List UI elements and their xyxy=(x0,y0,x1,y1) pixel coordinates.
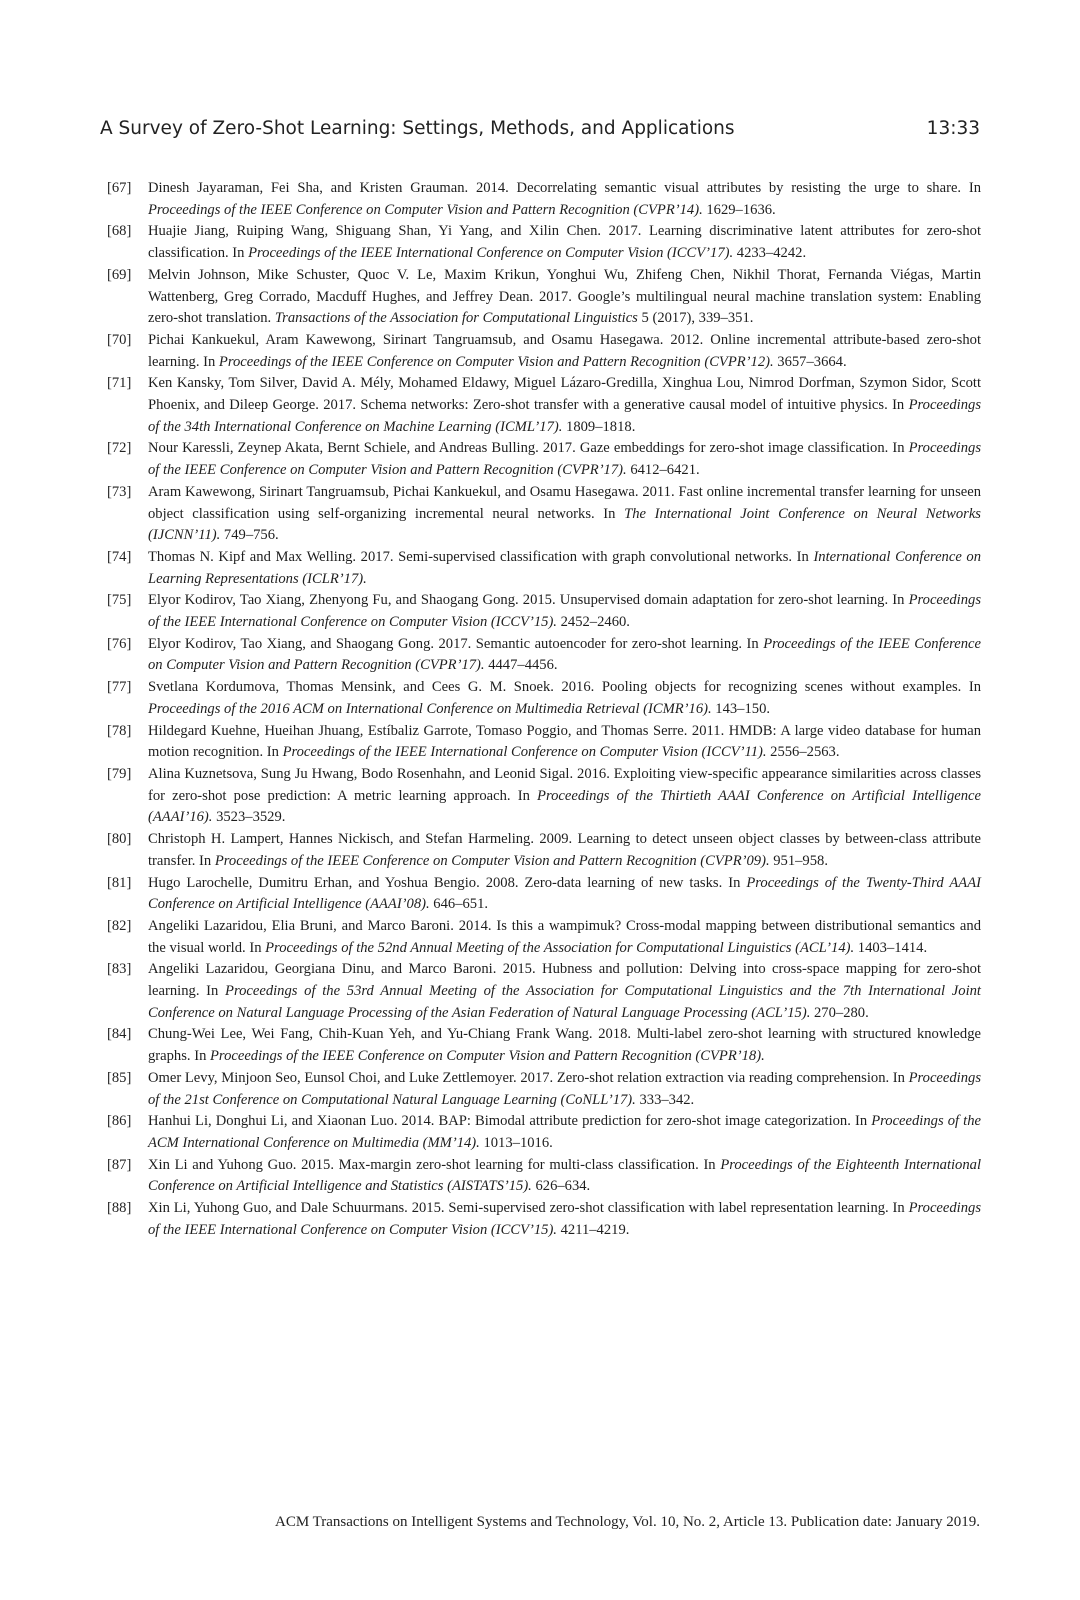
reference-item xyxy=(107,634,981,677)
reference-number: [87] xyxy=(107,1156,132,1173)
reference-authors-title: Aram Kawewong, Sirinart Tangruamsub, Pichai Kankuekul, and Osamu Hasegawa. 2011. Fast online incremental transfer learning for unseen object classification using self-organizing incremental neural networks. In xyxy=(148,483,981,522)
reference-number: [79] xyxy=(107,765,132,782)
reference-text xyxy=(148,677,981,720)
reference-pages: 6412–6421. xyxy=(626,462,700,479)
reference-venue: Proceedings of the IEEE International Conference on Computer Vision (ICCV’17). xyxy=(248,245,734,262)
reference-number: [72] xyxy=(107,440,132,457)
reference-venue: International Conference on Learning Representations (ICLR’17). xyxy=(148,548,982,587)
reference-pages: 3657–3664. xyxy=(773,353,847,370)
reference-pages: 4447–4456. xyxy=(484,657,558,674)
reference-text xyxy=(148,634,981,677)
reference-pages: 1403–1414. xyxy=(854,939,928,956)
reference-number: [78] xyxy=(107,722,132,739)
reference-text xyxy=(148,1068,981,1111)
reference-number: [77] xyxy=(107,679,132,696)
reference-number: [70] xyxy=(107,331,132,348)
reference-pages: 5 (2017), 339–351. xyxy=(637,310,754,327)
reference-pages: 270–280. xyxy=(810,1004,869,1021)
reference-pages: 646–651. xyxy=(429,896,489,913)
reference-number: [85] xyxy=(107,1069,132,1086)
reference-item xyxy=(107,178,981,221)
reference-authors-title: Hugo Larochelle, Dumitru Erhan, and Yoshua Bengio. 2008. Zero-data learning of new tasks. In xyxy=(148,874,747,891)
reference-venue: Proceedings of the IEEE International Conference on Computer Vision (ICCV’15). xyxy=(148,592,981,631)
reference-number: [76] xyxy=(107,635,132,652)
reference-item xyxy=(107,330,981,373)
reference-item xyxy=(107,1024,981,1067)
reference-venue: Proceedings of the IEEE Conference on Computer Vision and Pattern Recognition (CVPR’14). xyxy=(148,201,703,218)
reference-venue: Proceedings of the ACM International Conference on Multimedia (MM’14). xyxy=(148,1113,981,1151)
reference-number: [83] xyxy=(107,961,132,978)
reference-authors-title: Alina Kuznetsova, Sung Ju Hwang, Bodo Rosenhahn, and Leonid Sigal. 2016. Exploiting view-specific appearance similarities across classes for zero-shot pose prediction: A metric learning approach. In xyxy=(148,765,981,804)
reference-pages: 1629–1636. xyxy=(702,201,776,218)
reference-authors-title: Christoph H. Lampert, Hannes Nickisch, and Stefan Harmeling. 2009. Learning to detect unseen object classes by between-class attribute transfer. In xyxy=(148,831,981,869)
reference-authors-title: Svetlana Kordumova, Thomas Mensink, and Cees G. M. Snoek. 2016. Pooling objects for recognizing scenes without examples. In xyxy=(148,679,981,696)
reference-authors-title: Nour Karessli, Zeynep Akata, Bernt Schiele, and Andreas Bulling. 2017. Gaze embeddings for zero-shot image classification. In xyxy=(148,440,909,457)
reference-number: [68] xyxy=(107,223,132,240)
reference-venue: Proceedings of the Thirtieth AAAI Conference on Artificial Intelligence (AAAI’16). xyxy=(148,787,981,826)
running-header xyxy=(100,118,980,139)
reference-venue: Proceedings of the 21st Conference on Computational Natural Language Learning (CoNLL’17). xyxy=(148,1069,981,1108)
reference-authors-title: Angeliki Lazaridou, Georgiana Dinu, and Marco Baroni. 2015. Hubness and pollution: Delving into cross-space mapping for zero-shot learning. In xyxy=(148,961,981,1000)
reference-venue: Proceedings of the 34th International Conference on Machine Learning (ICML’17). xyxy=(148,397,981,435)
reference-number: [69] xyxy=(107,266,132,283)
reference-text xyxy=(148,721,981,764)
header-title: A Survey of Zero-Shot Learning: Settings, Methods, and Applications xyxy=(100,118,735,139)
reference-item xyxy=(107,547,981,590)
reference-text xyxy=(148,1111,981,1154)
reference-item xyxy=(107,959,981,1024)
journal-footer: ACM Transactions on Intelligent Systems and Technology, Vol. 10, No. 2, Article 13. Publication date: January 2019. xyxy=(274,1514,980,1530)
reference-authors-title: Dinesh Jayaraman, Fei Sha, and Kristen Grauman. 2014. Decorrelating semantic visual attributes by resisting the urge to share. In xyxy=(148,180,981,196)
reference-authors-title: Huajie Jiang, Ruiping Wang, Shiguang Shan, Yi Yang, and Xilin Chen. 2017. Learning discriminative latent attributes for zero-shot classification. In xyxy=(148,223,981,262)
reference-number: [88] xyxy=(107,1200,132,1217)
reference-pages: 2556–2563. xyxy=(766,744,840,761)
reference-pages: 749–756. xyxy=(220,527,279,544)
reference-text xyxy=(148,959,981,1024)
reference-venue: Proceedings of the 2016 ACM on International Conference on Multimedia Retrieval (ICMR’16). xyxy=(148,700,712,717)
reference-item xyxy=(107,373,981,438)
reference-item xyxy=(107,677,981,720)
reference-item xyxy=(107,916,981,959)
reference-text xyxy=(148,1198,981,1241)
reference-venue: The International Joint Conference on Neural Networks (IJCNN’11). xyxy=(148,505,981,544)
reference-item xyxy=(107,1198,981,1241)
reference-pages: 1013–1016. xyxy=(479,1134,553,1151)
reference-number: [73] xyxy=(107,483,132,500)
reference-authors-title: Pichai Kankuekul, Aram Kawewong, Sirinart Tangruamsub, and Osamu Hasegawa. 2012. Online incremental attribute-based zero-shot learning. In xyxy=(148,331,981,370)
reference-venue: Proceedings of the 52nd Annual Meeting of the Association for Computational Linguistics (ACL’14). xyxy=(265,939,855,956)
reference-venue: Proceedings of the IEEE International Conference on Computer Vision (ICCV’15). xyxy=(148,1200,981,1238)
reference-authors-title: Elyor Kodirov, Tao Xiang, and Shaogang Gong. 2017. Semantic autoencoder for zero-shot learning. In xyxy=(148,635,764,652)
reference-pages: 143–150. xyxy=(711,700,771,717)
reference-pages: 4233–4242. xyxy=(733,245,807,262)
reference-number: [71] xyxy=(107,375,132,392)
reference-authors-title: Angeliki Lazaridou, Elia Bruni, and Marco Baroni. 2014. Is this a wampimuk? Cross-modal mapping between distributional semantics and the visual world. In xyxy=(148,917,981,956)
reference-venue: Proceedings of the IEEE Conference on Computer Vision and Pattern Recognition (CVPR’17). xyxy=(148,440,981,479)
reference-text xyxy=(148,330,981,373)
reference-number: [80] xyxy=(107,831,132,848)
reference-text xyxy=(148,1024,981,1067)
reference-item xyxy=(107,873,981,916)
reference-text xyxy=(148,590,981,633)
reference-item xyxy=(107,438,981,481)
reference-text xyxy=(148,1155,981,1198)
reference-item xyxy=(107,265,981,330)
reference-text xyxy=(148,764,981,829)
reference-number: [81] xyxy=(107,874,132,891)
reference-authors-title: Elyor Kodirov, Tao Xiang, Zhenyong Fu, and Shaogang Gong. 2015. Unsupervised domain adaptation for zero-shot learning. In xyxy=(148,592,909,609)
reference-authors-title: Thomas N. Kipf and Max Welling. 2017. Semi-supervised classification with graph convolutional networks. In xyxy=(148,548,814,565)
reference-venue: Proceedings of the IEEE Conference on Computer Vision and Pattern Recognition (CVPR’18). xyxy=(210,1048,765,1065)
page-number: 13:33 xyxy=(926,118,980,139)
reference-pages: 2452–2460. xyxy=(556,614,630,631)
reference-venue: Proceedings of the Eighteenth International Conference on Artificial Intelligence and Statistics (AISTATS’15). xyxy=(148,1156,981,1195)
reference-text xyxy=(148,482,981,547)
reference-venue: Proceedings of the IEEE Conference on Computer Vision and Pattern Recognition (CVPR’09). xyxy=(214,852,770,869)
reference-authors-title: Xin Li, Yuhong Guo, and Dale Schuurmans. 2015. Semi-supervised zero-shot classification with label representation learning. In xyxy=(148,1200,909,1217)
reference-text xyxy=(148,373,981,438)
reference-pages: 3523–3529. xyxy=(212,809,286,826)
reference-item xyxy=(107,482,981,547)
reference-pages: 333–342. xyxy=(635,1091,695,1108)
reference-venue: Transactions of the Association for Computational Linguistics xyxy=(274,310,638,327)
reference-text xyxy=(148,873,981,916)
reference-venue: Proceedings of the 53rd Annual Meeting of the Association for Computational Linguistics and the 7th International Joint Conference on Natural Language Processing of the Asian Federation of Natural Language Processing (ACL’15). xyxy=(148,983,981,1021)
reference-item xyxy=(107,590,981,633)
reference-authors-title: Omer Levy, Minjoon Seo, Eunsol Choi, and Luke Zettlemoyer. 2017. Zero-shot relation extraction via reading comprehension. In xyxy=(148,1069,909,1086)
reference-text xyxy=(148,221,981,264)
reference-item xyxy=(107,829,981,872)
reference-list xyxy=(107,178,981,1241)
reference-text xyxy=(148,829,981,872)
reference-item xyxy=(107,221,981,264)
reference-pages: 626–634. xyxy=(531,1178,591,1195)
reference-authors-title: Hildegard Kuehne, Hueihan Jhuang, Estíbaliz Garrote, Tomaso Poggio, and Thomas Serre. 2011. HMDB: A large video database for human motion recognition. In xyxy=(148,722,981,761)
reference-venue: Proceedings of the IEEE Conference on Computer Vision and Pattern Recognition (CVPR’17). xyxy=(148,635,981,674)
reference-pages: 951–958. xyxy=(769,852,828,869)
reference-number: [67] xyxy=(107,180,132,196)
reference-item xyxy=(107,764,981,829)
reference-venue: Proceedings of the IEEE International Conference on Computer Vision (ICCV’11). xyxy=(282,744,767,761)
reference-text xyxy=(148,547,981,590)
reference-authors-title: Chung-Wei Lee, Wei Fang, Chih-Kuan Yeh, and Yu-Chiang Frank Wang. 2018. Multi-label zero-shot learning with structured knowledge graphs. In xyxy=(148,1026,981,1065)
reference-text xyxy=(148,265,981,330)
reference-authors-title: Melvin Johnson, Mike Schuster, Quoc V. Le, Maxim Krikun, Yonghui Wu, Zhifeng Chen, Nikhil Thorat, Fernanda Viégas, Martin Wattenberg, Greg Corrado, Macduff Hughes, and Jeffrey Dean. 2017. Google’s multilingual neural machine translation system: Enabling zero-shot translation. xyxy=(148,266,981,327)
reference-text xyxy=(148,438,981,481)
reference-number: [84] xyxy=(107,1026,132,1043)
reference-venue: Proceedings of the Twenty-Third AAAI Conference on Artificial Intelligence (AAAI’08). xyxy=(148,874,982,913)
reference-pages: 1809–1818. xyxy=(562,418,636,435)
reference-text xyxy=(148,178,981,221)
reference-authors-title: Xin Li and Yuhong Guo. 2015. Max-margin zero-shot learning for multi-class classification. In xyxy=(148,1156,721,1173)
reference-authors-title: Ken Kansky, Tom Silver, David A. Mély, Mohamed Eldawy, Miguel Lázaro-Gredilla, Xinghua Lou, Nimrod Dorfman, Szymon Sidor, Scott Phoenix, and Dileep George. 2017. Schema networks: Zero-shot transfer with a generative causal model of intuitive physics. In xyxy=(148,375,981,414)
reference-number: [82] xyxy=(107,917,132,934)
reference-item xyxy=(107,1111,981,1154)
reference-number: [86] xyxy=(107,1113,132,1130)
reference-venue: Proceedings of the IEEE Conference on Computer Vision and Pattern Recognition (CVPR’12). xyxy=(218,353,774,370)
reference-number: [74] xyxy=(107,548,132,565)
reference-number: [75] xyxy=(107,592,132,609)
reference-pages: 4211–4219. xyxy=(556,1221,630,1238)
reference-item xyxy=(107,1155,981,1198)
reference-text xyxy=(148,916,981,959)
reference-authors-title: Hanhui Li, Donghui Li, and Xiaonan Luo. 2014. BAP: Bimodal attribute prediction for zero-shot image categorization. In xyxy=(148,1113,872,1130)
reference-item xyxy=(107,1068,981,1111)
reference-item xyxy=(107,721,981,764)
